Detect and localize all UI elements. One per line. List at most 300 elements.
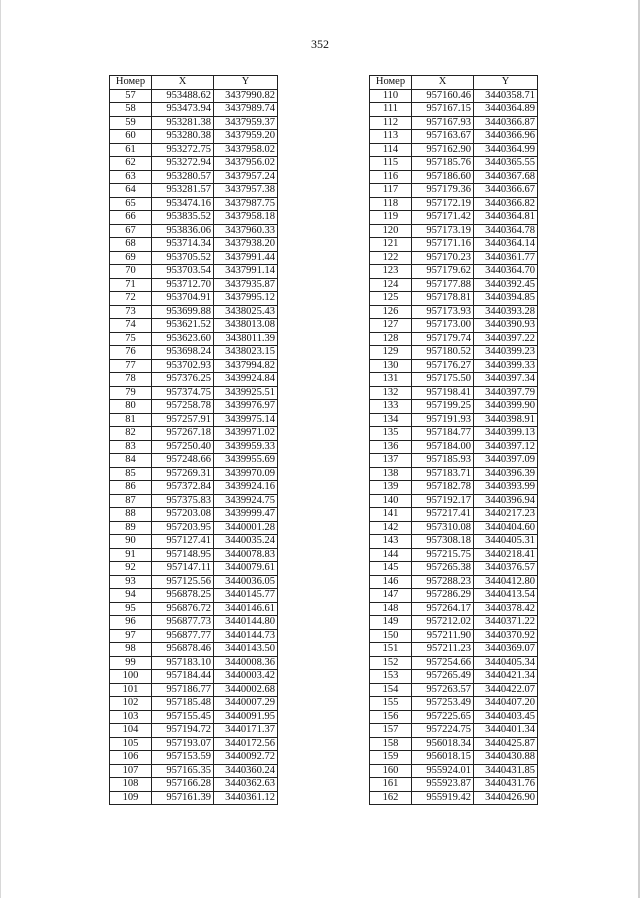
table-row bbox=[110, 184, 278, 198]
point-number-cell: 116 bbox=[370, 170, 412, 184]
point-number-cell: 156 bbox=[370, 710, 412, 724]
table-row bbox=[110, 332, 278, 346]
y-coordinate-cell: 3440366.87 bbox=[474, 116, 538, 130]
y-coordinate-cell: 3437959.20 bbox=[214, 130, 278, 144]
x-coordinate-cell: 957147.11 bbox=[152, 562, 214, 576]
point-number-cell: 117 bbox=[370, 184, 412, 198]
point-number-cell: 111 bbox=[370, 103, 412, 117]
x-coordinate-cell: 957212.02 bbox=[412, 616, 474, 630]
table-body bbox=[370, 89, 538, 805]
point-number-cell: 158 bbox=[370, 737, 412, 751]
point-number-cell: 149 bbox=[370, 616, 412, 630]
y-coordinate-cell: 3440426.90 bbox=[474, 791, 538, 805]
point-number-cell: 78 bbox=[110, 373, 152, 387]
y-coordinate-cell: 3440002.68 bbox=[214, 683, 278, 697]
y-coordinate-cell: 3440366.96 bbox=[474, 130, 538, 144]
point-number-cell: 112 bbox=[370, 116, 412, 130]
point-number-cell: 88 bbox=[110, 508, 152, 522]
x-coordinate-cell: 956877.73 bbox=[152, 616, 214, 630]
table-row bbox=[370, 521, 538, 535]
table-row bbox=[110, 521, 278, 535]
point-number-cell: 100 bbox=[110, 670, 152, 684]
x-coordinate-cell: 953473.94 bbox=[152, 103, 214, 117]
table-row bbox=[370, 751, 538, 765]
y-coordinate-cell: 3439925.51 bbox=[214, 386, 278, 400]
point-number-cell: 132 bbox=[370, 386, 412, 400]
point-number-cell: 93 bbox=[110, 575, 152, 589]
table-row bbox=[370, 184, 538, 198]
x-coordinate-cell: 957125.56 bbox=[152, 575, 214, 589]
table-row bbox=[370, 278, 538, 292]
table-row bbox=[110, 386, 278, 400]
table-row bbox=[110, 238, 278, 252]
y-coordinate-cell: 3440431.76 bbox=[474, 778, 538, 792]
y-coordinate-cell: 3440091.95 bbox=[214, 710, 278, 724]
y-coordinate-cell: 3439959.33 bbox=[214, 440, 278, 454]
point-number-cell: 57 bbox=[110, 89, 152, 103]
y-coordinate-cell: 3440396.39 bbox=[474, 467, 538, 481]
y-coordinate-cell: 3437987.75 bbox=[214, 197, 278, 211]
point-number-cell: 144 bbox=[370, 548, 412, 562]
x-coordinate-cell: 957192.17 bbox=[412, 494, 474, 508]
table-row bbox=[370, 791, 538, 805]
point-number-cell: 118 bbox=[370, 197, 412, 211]
column-header-number: Номер bbox=[370, 76, 412, 90]
y-coordinate-cell: 3440398.91 bbox=[474, 413, 538, 427]
y-coordinate-cell: 3440405.34 bbox=[474, 656, 538, 670]
x-coordinate-cell: 957186.77 bbox=[152, 683, 214, 697]
table-row bbox=[110, 197, 278, 211]
point-number-cell: 150 bbox=[370, 629, 412, 643]
point-number-cell: 77 bbox=[110, 359, 152, 373]
y-coordinate-cell: 3437994.82 bbox=[214, 359, 278, 373]
x-coordinate-cell: 957372.84 bbox=[152, 481, 214, 495]
table-row bbox=[110, 656, 278, 670]
y-coordinate-cell: 3437991.44 bbox=[214, 251, 278, 265]
x-coordinate-cell: 957167.15 bbox=[412, 103, 474, 117]
x-coordinate-cell: 957250.40 bbox=[152, 440, 214, 454]
table-row bbox=[110, 494, 278, 508]
point-number-cell: 143 bbox=[370, 535, 412, 549]
x-coordinate-cell: 957211.90 bbox=[412, 629, 474, 643]
x-coordinate-cell: 953474.16 bbox=[152, 197, 214, 211]
y-coordinate-cell: 3440430.88 bbox=[474, 751, 538, 765]
table-row bbox=[110, 251, 278, 265]
y-coordinate-cell: 3440367.68 bbox=[474, 170, 538, 184]
point-number-cell: 101 bbox=[110, 683, 152, 697]
y-coordinate-cell: 3440007.29 bbox=[214, 697, 278, 711]
y-coordinate-cell: 3440396.94 bbox=[474, 494, 538, 508]
table-row bbox=[110, 643, 278, 657]
y-coordinate-cell: 3440397.34 bbox=[474, 373, 538, 387]
point-number-cell: 128 bbox=[370, 332, 412, 346]
table-row bbox=[370, 413, 538, 427]
point-number-cell: 121 bbox=[370, 238, 412, 252]
table-header-row bbox=[110, 76, 278, 90]
y-coordinate-cell: 3439976.97 bbox=[214, 400, 278, 414]
table-row bbox=[370, 629, 538, 643]
point-number-cell: 103 bbox=[110, 710, 152, 724]
point-number-cell: 153 bbox=[370, 670, 412, 684]
x-coordinate-cell: 957217.41 bbox=[412, 508, 474, 522]
x-coordinate-cell: 953714.34 bbox=[152, 238, 214, 252]
table-row bbox=[370, 454, 538, 468]
table-row bbox=[370, 319, 538, 333]
column-header-y: Y bbox=[214, 76, 278, 90]
point-number-cell: 137 bbox=[370, 454, 412, 468]
y-coordinate-cell: 3437995.12 bbox=[214, 292, 278, 306]
y-coordinate-cell: 3440397.09 bbox=[474, 454, 538, 468]
x-coordinate-cell: 953698.24 bbox=[152, 346, 214, 360]
table-row bbox=[370, 643, 538, 657]
table-row bbox=[110, 616, 278, 630]
table-row bbox=[110, 562, 278, 576]
y-coordinate-cell: 3437990.82 bbox=[214, 89, 278, 103]
table-row bbox=[110, 170, 278, 184]
point-number-cell: 65 bbox=[110, 197, 152, 211]
y-coordinate-cell: 3440407.20 bbox=[474, 697, 538, 711]
x-coordinate-cell: 957177.88 bbox=[412, 278, 474, 292]
y-coordinate-cell: 3437957.24 bbox=[214, 170, 278, 184]
point-number-cell: 70 bbox=[110, 265, 152, 279]
y-coordinate-cell: 3440365.55 bbox=[474, 157, 538, 171]
table-row bbox=[110, 751, 278, 765]
table-row bbox=[370, 143, 538, 157]
y-coordinate-cell: 3440425.87 bbox=[474, 737, 538, 751]
table-row bbox=[370, 265, 538, 279]
y-coordinate-cell: 3440413.54 bbox=[474, 589, 538, 603]
x-coordinate-cell: 953703.54 bbox=[152, 265, 214, 279]
table-row bbox=[110, 778, 278, 792]
point-number-cell: 71 bbox=[110, 278, 152, 292]
y-coordinate-cell: 3440362.63 bbox=[214, 778, 278, 792]
table-row bbox=[110, 683, 278, 697]
point-number-cell: 72 bbox=[110, 292, 152, 306]
y-coordinate-cell: 3440364.99 bbox=[474, 143, 538, 157]
point-number-cell: 152 bbox=[370, 656, 412, 670]
x-coordinate-cell: 956876.72 bbox=[152, 602, 214, 616]
x-coordinate-cell: 957376.25 bbox=[152, 373, 214, 387]
point-number-cell: 155 bbox=[370, 697, 412, 711]
table-row bbox=[370, 724, 538, 738]
x-coordinate-cell: 957176.27 bbox=[412, 359, 474, 373]
y-coordinate-cell: 3440218.41 bbox=[474, 548, 538, 562]
x-coordinate-cell: 956018.15 bbox=[412, 751, 474, 765]
x-coordinate-cell: 957127.41 bbox=[152, 535, 214, 549]
point-number-cell: 135 bbox=[370, 427, 412, 441]
x-coordinate-cell: 957263.57 bbox=[412, 683, 474, 697]
table-row bbox=[110, 481, 278, 495]
x-coordinate-cell: 956878.46 bbox=[152, 643, 214, 657]
y-coordinate-cell: 3440364.89 bbox=[474, 103, 538, 117]
y-coordinate-cell: 3440369.07 bbox=[474, 643, 538, 657]
point-number-cell: 147 bbox=[370, 589, 412, 603]
point-number-cell: 106 bbox=[110, 751, 152, 765]
y-coordinate-cell: 3439999.47 bbox=[214, 508, 278, 522]
y-coordinate-cell: 3439970.09 bbox=[214, 467, 278, 481]
y-coordinate-cell: 3439971.02 bbox=[214, 427, 278, 441]
point-number-cell: 92 bbox=[110, 562, 152, 576]
x-coordinate-cell: 957179.36 bbox=[412, 184, 474, 198]
point-number-cell: 86 bbox=[110, 481, 152, 495]
table-row bbox=[110, 710, 278, 724]
table-row bbox=[370, 616, 538, 630]
table-row bbox=[110, 764, 278, 778]
table-row bbox=[110, 791, 278, 805]
x-coordinate-cell: 953272.75 bbox=[152, 143, 214, 157]
x-coordinate-cell: 953488.62 bbox=[152, 89, 214, 103]
point-number-cell: 136 bbox=[370, 440, 412, 454]
point-number-cell: 80 bbox=[110, 400, 152, 414]
x-coordinate-cell: 957171.42 bbox=[412, 211, 474, 225]
y-coordinate-cell: 3437958.18 bbox=[214, 211, 278, 225]
y-coordinate-cell: 3440390.93 bbox=[474, 319, 538, 333]
y-coordinate-cell: 3440431.85 bbox=[474, 764, 538, 778]
table-row bbox=[370, 427, 538, 441]
y-coordinate-cell: 3440364.70 bbox=[474, 265, 538, 279]
table-row bbox=[110, 467, 278, 481]
table-row bbox=[370, 103, 538, 117]
x-coordinate-cell: 957248.66 bbox=[152, 454, 214, 468]
x-coordinate-cell: 957165.35 bbox=[152, 764, 214, 778]
table-row bbox=[370, 481, 538, 495]
y-coordinate-cell: 3440393.99 bbox=[474, 481, 538, 495]
point-number-cell: 97 bbox=[110, 629, 152, 643]
x-coordinate-cell: 953280.57 bbox=[152, 170, 214, 184]
table-row bbox=[110, 265, 278, 279]
table-row bbox=[370, 89, 538, 103]
x-coordinate-cell: 953272.94 bbox=[152, 157, 214, 171]
y-coordinate-cell: 3440217.23 bbox=[474, 508, 538, 522]
table-row bbox=[110, 319, 278, 333]
table-row bbox=[110, 413, 278, 427]
x-coordinate-cell: 957267.18 bbox=[152, 427, 214, 441]
table-row bbox=[370, 656, 538, 670]
table-row bbox=[110, 724, 278, 738]
point-number-cell: 102 bbox=[110, 697, 152, 711]
x-coordinate-cell: 955924.01 bbox=[412, 764, 474, 778]
table-row bbox=[110, 157, 278, 171]
table-row bbox=[370, 440, 538, 454]
y-coordinate-cell: 3440146.61 bbox=[214, 602, 278, 616]
point-number-cell: 104 bbox=[110, 724, 152, 738]
x-coordinate-cell: 957308.18 bbox=[412, 535, 474, 549]
x-coordinate-cell: 957199.25 bbox=[412, 400, 474, 414]
y-coordinate-cell: 3440079.61 bbox=[214, 562, 278, 576]
x-coordinate-cell: 957257.91 bbox=[152, 413, 214, 427]
point-number-cell: 134 bbox=[370, 413, 412, 427]
coordinates-table-right bbox=[369, 75, 538, 805]
x-coordinate-cell: 953623.60 bbox=[152, 332, 214, 346]
table-row bbox=[370, 170, 538, 184]
table-row bbox=[370, 130, 538, 144]
point-number-cell: 110 bbox=[370, 89, 412, 103]
column-header-y: Y bbox=[474, 76, 538, 90]
y-coordinate-cell: 3440401.34 bbox=[474, 724, 538, 738]
x-coordinate-cell: 957172.19 bbox=[412, 197, 474, 211]
point-number-cell: 115 bbox=[370, 157, 412, 171]
point-number-cell: 69 bbox=[110, 251, 152, 265]
point-number-cell: 141 bbox=[370, 508, 412, 522]
y-coordinate-cell: 3440404.60 bbox=[474, 521, 538, 535]
y-coordinate-cell: 3437958.02 bbox=[214, 143, 278, 157]
table-row bbox=[110, 508, 278, 522]
point-number-cell: 113 bbox=[370, 130, 412, 144]
y-coordinate-cell: 3440143.50 bbox=[214, 643, 278, 657]
point-number-cell: 67 bbox=[110, 224, 152, 238]
table-row bbox=[110, 440, 278, 454]
y-coordinate-cell: 3440361.77 bbox=[474, 251, 538, 265]
y-coordinate-cell: 3440364.14 bbox=[474, 238, 538, 252]
point-number-cell: 142 bbox=[370, 521, 412, 535]
point-number-cell: 120 bbox=[370, 224, 412, 238]
y-coordinate-cell: 3440405.31 bbox=[474, 535, 538, 549]
y-coordinate-cell: 3437991.14 bbox=[214, 265, 278, 279]
y-coordinate-cell: 3440144.80 bbox=[214, 616, 278, 630]
x-coordinate-cell: 957286.29 bbox=[412, 589, 474, 603]
table-row bbox=[370, 386, 538, 400]
x-coordinate-cell: 957224.75 bbox=[412, 724, 474, 738]
x-coordinate-cell: 957166.28 bbox=[152, 778, 214, 792]
x-coordinate-cell: 957374.75 bbox=[152, 386, 214, 400]
table-row bbox=[370, 575, 538, 589]
table-row bbox=[370, 548, 538, 562]
point-number-cell: 75 bbox=[110, 332, 152, 346]
y-coordinate-cell: 3437957.38 bbox=[214, 184, 278, 198]
table-row bbox=[370, 710, 538, 724]
y-coordinate-cell: 3440036.05 bbox=[214, 575, 278, 589]
point-number-cell: 122 bbox=[370, 251, 412, 265]
x-coordinate-cell: 957211.23 bbox=[412, 643, 474, 657]
y-coordinate-cell: 3440366.67 bbox=[474, 184, 538, 198]
table-row bbox=[110, 130, 278, 144]
y-coordinate-cell: 3440035.24 bbox=[214, 535, 278, 549]
x-coordinate-cell: 957178.81 bbox=[412, 292, 474, 306]
table-row bbox=[370, 602, 538, 616]
x-coordinate-cell: 957171.16 bbox=[412, 238, 474, 252]
x-coordinate-cell: 957173.00 bbox=[412, 319, 474, 333]
point-number-cell: 81 bbox=[110, 413, 152, 427]
table-row bbox=[110, 548, 278, 562]
point-number-cell: 87 bbox=[110, 494, 152, 508]
x-coordinate-cell: 957269.31 bbox=[152, 467, 214, 481]
y-coordinate-cell: 3440172.56 bbox=[214, 737, 278, 751]
x-coordinate-cell: 957253.49 bbox=[412, 697, 474, 711]
table-row bbox=[370, 670, 538, 684]
x-coordinate-cell: 957184.44 bbox=[152, 670, 214, 684]
x-coordinate-cell: 957186.60 bbox=[412, 170, 474, 184]
point-number-cell: 85 bbox=[110, 467, 152, 481]
x-coordinate-cell: 957310.08 bbox=[412, 521, 474, 535]
table-row bbox=[110, 589, 278, 603]
table-row bbox=[370, 116, 538, 130]
y-coordinate-cell: 3440371.22 bbox=[474, 616, 538, 630]
x-coordinate-cell: 957153.59 bbox=[152, 751, 214, 765]
point-number-cell: 108 bbox=[110, 778, 152, 792]
point-number-cell: 60 bbox=[110, 130, 152, 144]
point-number-cell: 146 bbox=[370, 575, 412, 589]
y-coordinate-cell: 3439924.16 bbox=[214, 481, 278, 495]
x-coordinate-cell: 957175.50 bbox=[412, 373, 474, 387]
y-coordinate-cell: 3440393.28 bbox=[474, 305, 538, 319]
table-row bbox=[370, 224, 538, 238]
table-row bbox=[370, 508, 538, 522]
x-coordinate-cell: 957375.83 bbox=[152, 494, 214, 508]
table-row bbox=[370, 535, 538, 549]
table-row bbox=[110, 575, 278, 589]
x-coordinate-cell: 957163.67 bbox=[412, 130, 474, 144]
y-coordinate-cell: 3440394.85 bbox=[474, 292, 538, 306]
table-row bbox=[370, 589, 538, 603]
page-number: 352 bbox=[311, 37, 329, 51]
point-number-cell: 79 bbox=[110, 386, 152, 400]
y-coordinate-cell: 3440364.78 bbox=[474, 224, 538, 238]
table-row bbox=[110, 670, 278, 684]
point-number-cell: 105 bbox=[110, 737, 152, 751]
y-coordinate-cell: 3440171.37 bbox=[214, 724, 278, 738]
table-row bbox=[110, 305, 278, 319]
table-row bbox=[370, 778, 538, 792]
y-coordinate-cell: 3437935.87 bbox=[214, 278, 278, 292]
y-coordinate-cell: 3440144.73 bbox=[214, 629, 278, 643]
y-coordinate-cell: 3439924.75 bbox=[214, 494, 278, 508]
table-row bbox=[370, 346, 538, 360]
y-coordinate-cell: 3439975.14 bbox=[214, 413, 278, 427]
point-number-cell: 148 bbox=[370, 602, 412, 616]
table-row bbox=[370, 737, 538, 751]
x-coordinate-cell: 957155.45 bbox=[152, 710, 214, 724]
x-coordinate-cell: 957288.23 bbox=[412, 575, 474, 589]
point-number-cell: 130 bbox=[370, 359, 412, 373]
point-number-cell: 157 bbox=[370, 724, 412, 738]
x-coordinate-cell: 953705.52 bbox=[152, 251, 214, 265]
x-coordinate-cell: 957162.90 bbox=[412, 143, 474, 157]
y-coordinate-cell: 3440399.13 bbox=[474, 427, 538, 441]
table-row bbox=[110, 346, 278, 360]
x-coordinate-cell: 957183.71 bbox=[412, 467, 474, 481]
x-coordinate-cell: 957258.78 bbox=[152, 400, 214, 414]
y-coordinate-cell: 3438025.43 bbox=[214, 305, 278, 319]
y-coordinate-cell: 3440092.72 bbox=[214, 751, 278, 765]
table-row bbox=[370, 494, 538, 508]
point-number-cell: 139 bbox=[370, 481, 412, 495]
x-coordinate-cell: 957191.93 bbox=[412, 413, 474, 427]
table-row bbox=[370, 697, 538, 711]
table-row bbox=[370, 211, 538, 225]
y-coordinate-cell: 3440392.45 bbox=[474, 278, 538, 292]
x-coordinate-cell: 957184.00 bbox=[412, 440, 474, 454]
x-coordinate-cell: 955923.87 bbox=[412, 778, 474, 792]
x-coordinate-cell: 956018.34 bbox=[412, 737, 474, 751]
table-row bbox=[370, 332, 538, 346]
y-coordinate-cell: 3440376.57 bbox=[474, 562, 538, 576]
point-number-cell: 145 bbox=[370, 562, 412, 576]
table-row bbox=[110, 103, 278, 117]
point-number-cell: 62 bbox=[110, 157, 152, 171]
point-number-cell: 68 bbox=[110, 238, 152, 252]
y-coordinate-cell: 3440399.23 bbox=[474, 346, 538, 360]
x-coordinate-cell: 957167.93 bbox=[412, 116, 474, 130]
point-number-cell: 63 bbox=[110, 170, 152, 184]
table-row bbox=[110, 116, 278, 130]
point-number-cell: 138 bbox=[370, 467, 412, 481]
y-coordinate-cell: 3440421.34 bbox=[474, 670, 538, 684]
y-coordinate-cell: 3440366.82 bbox=[474, 197, 538, 211]
x-coordinate-cell: 957215.75 bbox=[412, 548, 474, 562]
point-number-cell: 160 bbox=[370, 764, 412, 778]
table-row bbox=[370, 683, 538, 697]
table-row bbox=[110, 602, 278, 616]
